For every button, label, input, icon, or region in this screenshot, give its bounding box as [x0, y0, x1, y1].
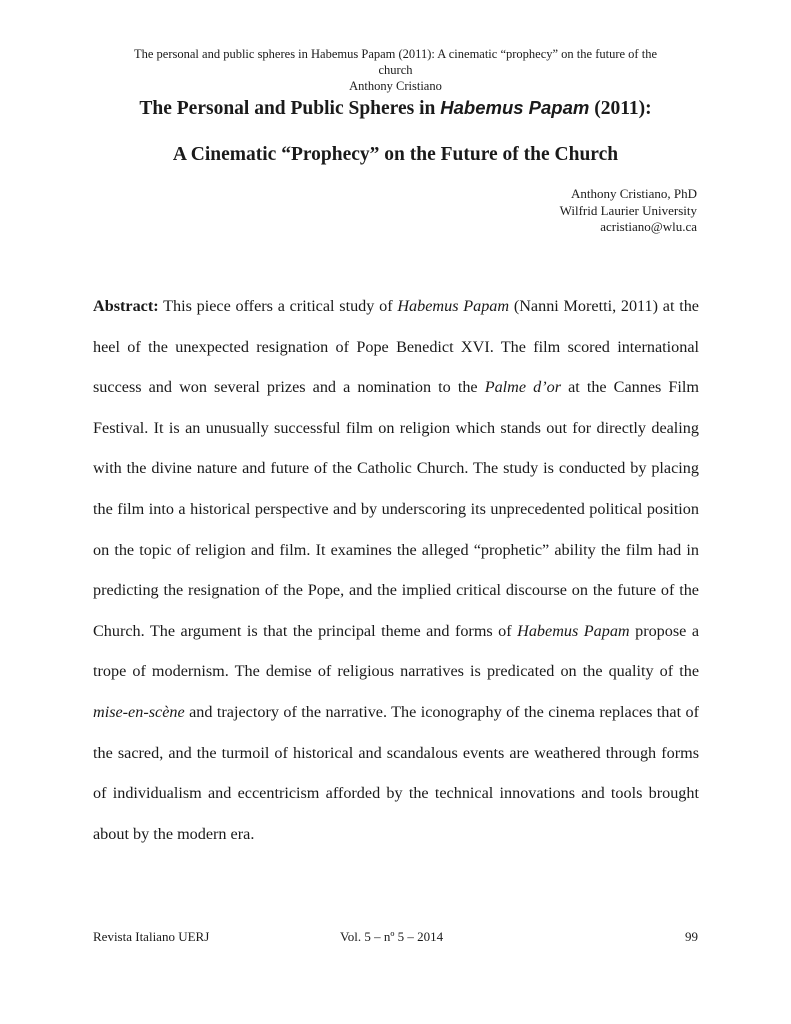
author-name: Anthony Cristiano, PhD [570, 186, 697, 201]
abstract-term-mise-en-scene: mise-en-scène [93, 702, 185, 721]
abstract-text-2: (Nanni Moretti, 2011) at the heel of the unexpected resignation of Pope Benedict XVI. The film scored international success and won several prizes and a nomination to the [93, 297, 699, 397]
footer-journal-name: Revista Italiano UERJ [93, 929, 210, 944]
running-header-author: Anthony Cristiano [349, 79, 442, 93]
abstract-film-title-2: Habemus Papam [517, 621, 630, 640]
abstract-text-1: This piece offers a critical study of [158, 297, 398, 315]
footer-page-number: 99 [685, 929, 698, 944]
running-header [80, 46, 711, 94]
author-email: acristiano@wlu.ca [600, 219, 697, 234]
abstract-award-name: Palme d’or [484, 378, 561, 397]
paper-title-line-1 [60, 96, 731, 121]
footer-volume-info: Vol. 5 – nº 5 – 2014 [340, 929, 444, 944]
running-header-title: The personal and public spheres in Habemus Papam (2011): A cinematic “prophecy” on the future of the [134, 47, 657, 61]
abstract-film-title: Habemus Papam [397, 297, 510, 315]
abstract-text-5: and trajectory of the narrative. The iconography of the cinema replaces that of the sacred, and the turmoil of historical and scandalous events are weathered through forms of individualism and eccentricism afforded by the technical innovations and tools brought about by the modern era. [93, 702, 699, 843]
author-block [560, 186, 697, 236]
abstract-paragraph [93, 286, 699, 854]
abstract-text-4: propose a trope of modernism. The demise of religious narratives is predicated on the quality of the [93, 621, 699, 681]
title-film-name: Habemus Papam [440, 97, 590, 118]
author-affiliation: Wilfrid Laurier University [559, 202, 697, 218]
paper-title-line-2: A Cinematic “Prophecy” on the Future of the Church [172, 144, 619, 165]
abstract-text-3: at the Cannes Film Festival. It is an unusually successful film on religion which stands out for directly dealing with the divine nature and future of the Catholic Church. The study is conducted by placing the film into a historical perspective and by underscoring its unprecedented political position on the topic of religion and film. It examines the alleged “prophetic” ability the film had in predicting the resignation of the Pope, and the implied critical discourse on the future of the Church. The argument is that the principal theme and forms of [93, 378, 699, 640]
abstract-label: Abstract: [93, 297, 159, 315]
running-header-title-cont: church [378, 63, 413, 77]
title-text-pre: The Personal and Public Spheres in [139, 98, 441, 119]
title-text-post: (2011): [589, 98, 652, 119]
